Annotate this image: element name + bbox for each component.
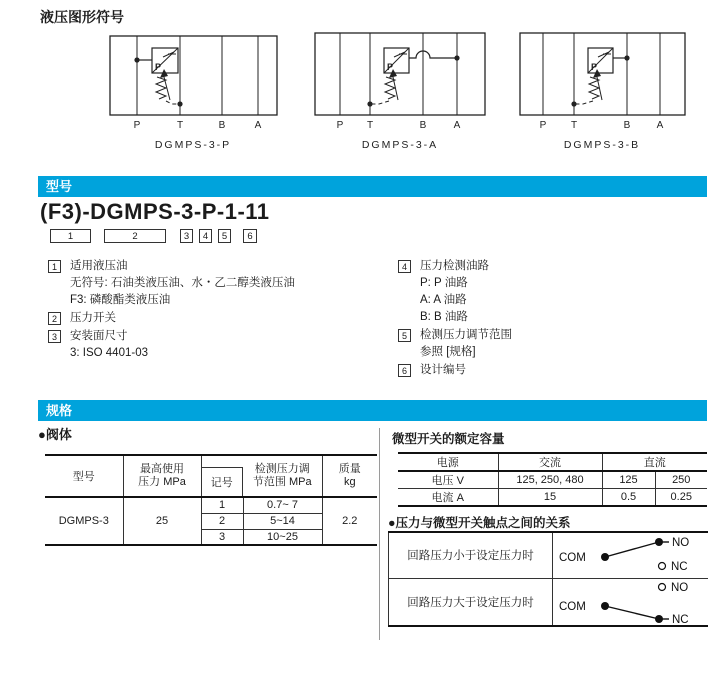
switch-state-nc-closed — [555, 579, 705, 625]
contact-arm — [605, 606, 659, 619]
valve-body-title: ●阀体 — [38, 427, 72, 442]
hydraulic-symbol-dgmps-3-b — [510, 30, 710, 165]
cell-mass-value: 2.2 — [322, 497, 377, 545]
col-header-power: 电源 — [398, 453, 498, 471]
note-line: 安装面尺寸 — [70, 330, 128, 342]
port-label-a: A — [656, 120, 664, 131]
note-item-5 — [398, 327, 512, 361]
section-divider — [379, 428, 380, 640]
spec-section-header: 规格 — [38, 400, 707, 421]
port-lines — [340, 33, 457, 115]
cell-condition-high: 回路压力大于设定压力时 — [389, 578, 553, 626]
valve-table-row-1 — [45, 497, 377, 513]
port-label-a: A — [453, 120, 461, 131]
valve-table-header-row — [45, 455, 377, 497]
no-label: NO — [671, 581, 689, 594]
code-box-5: 5 — [218, 229, 231, 243]
contact-relation-table — [388, 531, 708, 627]
junction-dot — [367, 101, 372, 106]
note-line: P: P 油路 — [420, 277, 468, 289]
current-row — [398, 489, 707, 507]
header-line: 质量 — [338, 463, 361, 475]
note-item-6 — [398, 362, 512, 379]
symbol-step-box: 记号 — [202, 467, 244, 496]
model-notes-left — [48, 258, 295, 363]
code-box-1: 1 — [50, 229, 91, 243]
cell-voltage-ac: 125, 250, 480 — [498, 471, 602, 489]
note-line: 适用液压油 — [70, 260, 128, 272]
cell-voltage-dc2: 250 — [655, 471, 707, 489]
junction-dot — [134, 57, 139, 62]
cell-pressure-value: 25 — [123, 497, 201, 545]
voltage-row — [398, 471, 707, 489]
junction-dot — [624, 55, 629, 60]
col-header-ac: 交流 — [498, 453, 602, 471]
note-line: 参照 [规格] — [420, 346, 476, 358]
diagram-caption: DGMPS-3-B — [563, 139, 641, 151]
header-line: 节范围 MPa — [252, 476, 312, 488]
switch-state-no-closed — [555, 533, 705, 577]
note-marker: 1 — [48, 260, 61, 273]
port-label-p: P — [133, 120, 141, 131]
header-line: kg — [343, 476, 356, 488]
port-label-p: P — [539, 120, 547, 131]
col-header-mass — [322, 455, 377, 497]
port-label-b: B — [623, 120, 631, 131]
model-section-header: 型号 — [38, 176, 707, 197]
port-label-t: T — [366, 120, 374, 131]
note-line: 压力检测油路 — [420, 260, 489, 272]
header-line: 压力 MPa — [138, 476, 186, 488]
code-box-6: 6 — [243, 229, 257, 243]
col-header-max-pressure — [123, 455, 201, 497]
junction-dot — [571, 101, 576, 106]
diagram-caption: DGMPS-3-P — [154, 139, 232, 151]
port-label-b: B — [218, 120, 226, 131]
note-item-4 — [398, 258, 512, 326]
col-header-range — [243, 455, 322, 497]
port-label-b: B — [419, 120, 427, 131]
pilot-dashed-line — [574, 101, 593, 104]
col-header-symbol — [201, 455, 243, 497]
note-marker: 2 — [48, 312, 61, 325]
contact-row-low-pressure — [389, 532, 708, 578]
note-line: B: B 油路 — [420, 311, 468, 323]
com-label: COM — [559, 552, 587, 565]
note-item-2 — [48, 310, 295, 327]
code-box-4: 4 — [199, 229, 212, 243]
port-lines — [543, 33, 660, 115]
cell-voltage-label: 电压 V — [398, 471, 498, 489]
cell-symbol-1: 1 — [201, 497, 243, 513]
col-header-dc: 直流 — [602, 453, 707, 471]
switch-letter: P — [387, 62, 394, 72]
port-labels — [134, 120, 262, 131]
note-line: F3: 磷酸酯类液压油 — [70, 294, 171, 306]
no-circle-open — [659, 583, 666, 590]
note-marker: 5 — [398, 329, 411, 342]
com-label: COM — [559, 600, 587, 613]
cell-symbol-2: 2 — [201, 513, 243, 529]
note-marker: 4 — [398, 260, 411, 273]
cell-contact-diagram-high — [553, 578, 708, 626]
cell-contact-diagram-low — [553, 532, 708, 578]
port-label-t: T — [176, 120, 184, 131]
col-header-model: 型号 — [45, 455, 123, 497]
valve-body-outline — [110, 36, 277, 115]
pilot-dashed-line — [370, 101, 389, 104]
no-label: NO — [672, 537, 690, 550]
capacity-header-row — [398, 453, 707, 471]
diagram-caption: DGMPS-3-A — [361, 139, 439, 151]
note-line: 压力开关 — [70, 312, 116, 324]
cell-model-value: DGMPS-3 — [45, 497, 123, 545]
cell-current-dc1: 0.5 — [602, 489, 655, 507]
model-notes-right — [398, 258, 512, 380]
code-box-3: 3 — [180, 229, 193, 243]
valve-body-table — [45, 454, 377, 546]
model-code: (F3)-DGMPS-3-P-1-11 — [40, 199, 270, 224]
port-label-p: P — [336, 120, 344, 131]
cell-voltage-dc1: 125 — [602, 471, 655, 489]
cell-current-dc2: 0.25 — [655, 489, 707, 507]
header-line: 检测压力调 — [254, 463, 310, 475]
contact-relation-title: ●压力与微型开关触点之间的关系 — [388, 516, 571, 530]
note-marker: 3 — [48, 330, 61, 343]
junction-dot — [177, 101, 182, 106]
port-label-a: A — [254, 120, 262, 131]
note-line: A: A 油路 — [420, 294, 467, 306]
micro-switch-table — [398, 452, 707, 507]
hydraulic-symbol-dgmps-3-a — [305, 30, 505, 165]
port-labels — [337, 120, 461, 131]
contact-row-high-pressure — [389, 578, 708, 626]
cell-current-ac: 15 — [498, 489, 602, 507]
cell-symbol-3: 3 — [201, 529, 243, 545]
header-line: 最高使用 — [140, 463, 184, 475]
cell-range-1: 0.7~ 7 — [243, 497, 322, 513]
note-item-1 — [48, 258, 295, 309]
note-line: 设计编号 — [420, 364, 466, 376]
cell-range-2: 5~14 — [243, 513, 322, 529]
cell-condition-low: 回路压力小于设定压力时 — [389, 532, 553, 578]
nc-label: NC — [672, 613, 689, 625]
note-line: 3: ISO 4401-03 — [70, 347, 148, 359]
sense-line-with-hop — [409, 51, 457, 58]
code-box-2: 2 — [104, 229, 166, 243]
switch-letter: P — [155, 62, 162, 72]
cell-range-3: 10~25 — [243, 529, 322, 545]
junction-dot — [454, 55, 459, 60]
page-title: 液压图形符号 — [40, 9, 124, 25]
hydraulic-symbol-dgmps-3-p — [100, 30, 300, 165]
port-label-t: T — [570, 120, 578, 131]
note-item-3 — [48, 328, 295, 362]
contact-arm — [605, 542, 659, 557]
switch-letter: P — [591, 62, 598, 72]
micro-switch-title: 微型开关的额定容量 — [392, 432, 505, 446]
note-marker: 6 — [398, 364, 411, 377]
port-labels — [540, 120, 664, 131]
cell-current-label: 电流 A — [398, 489, 498, 507]
note-line: 无符号: 石油类液压油、水・乙二醇类液压油 — [70, 277, 295, 289]
nc-label: NC — [671, 561, 688, 574]
nc-circle-open — [659, 563, 666, 570]
note-line: 检测压力调节范围 — [420, 329, 512, 341]
